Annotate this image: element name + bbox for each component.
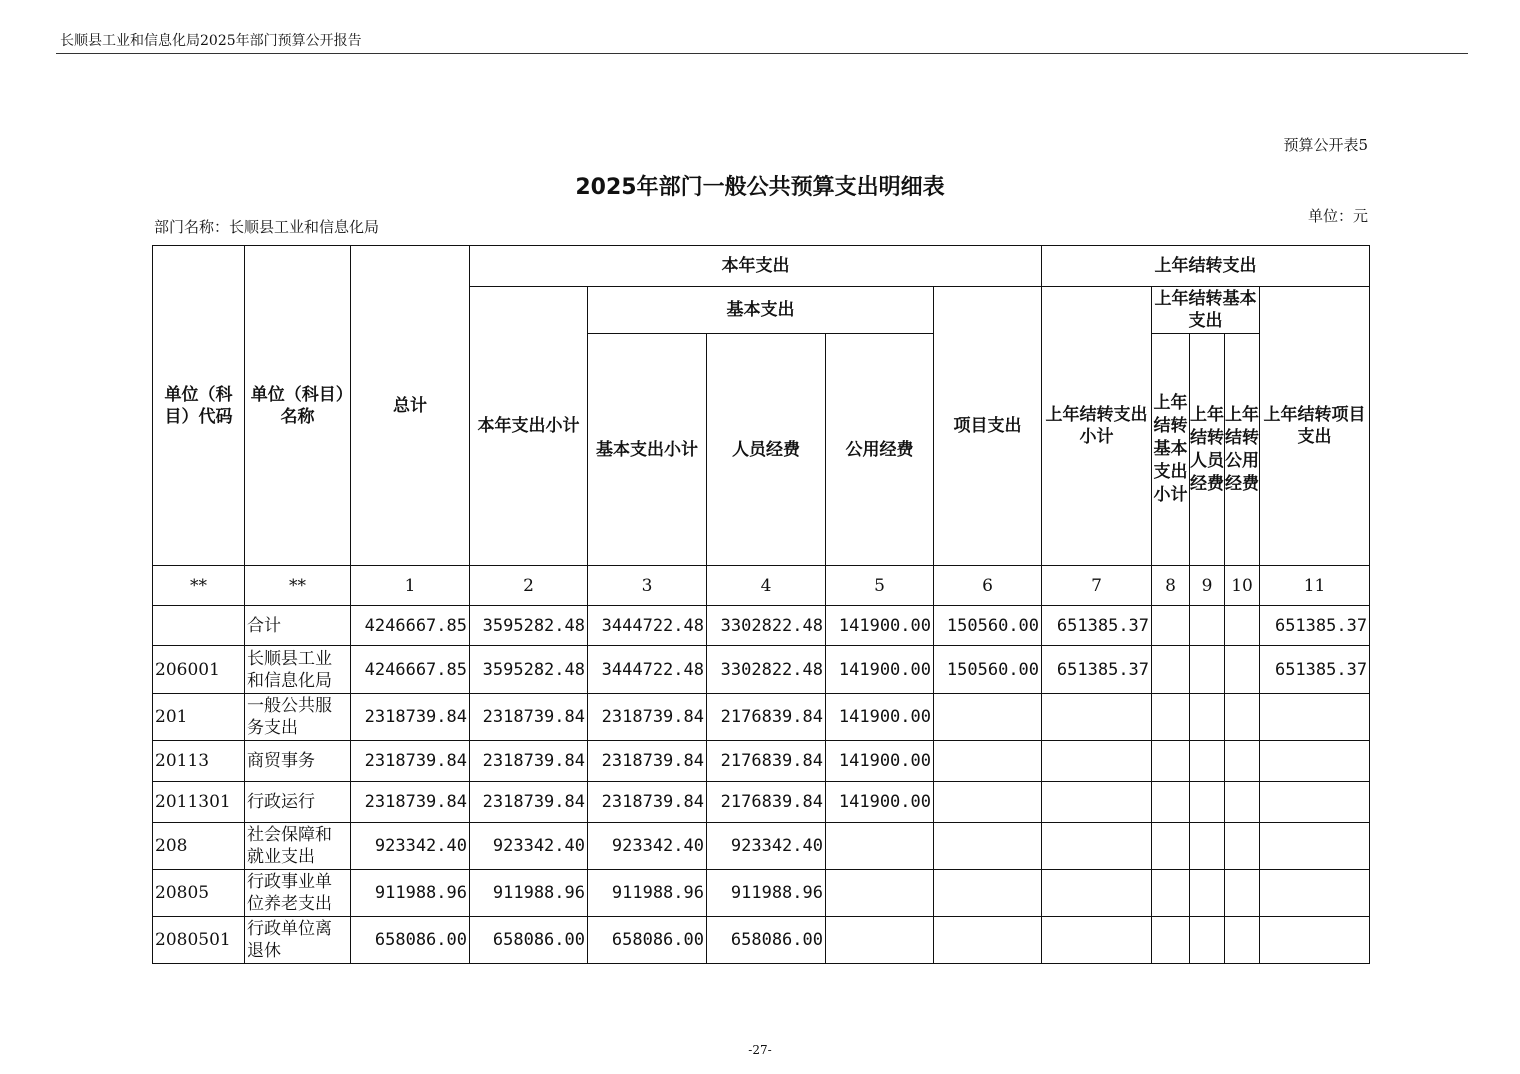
index-cell: 11	[1260, 566, 1370, 606]
header-unit-name: 单位（科目）名称	[245, 246, 351, 566]
index-cell: 4	[707, 566, 826, 606]
table-row	[153, 870, 1370, 917]
row-name: 社会保障和就业支出	[245, 823, 351, 870]
header-project: 项目支出	[934, 287, 1042, 566]
row-value-c11	[1260, 694, 1370, 741]
index-cell: 9	[1190, 566, 1225, 606]
row-value-c10	[1225, 782, 1260, 823]
table-row	[153, 782, 1370, 823]
row-value-c6	[934, 694, 1042, 741]
row-value-c11: 651385.37	[1260, 646, 1370, 694]
header-prior-basic: 上年结转基本支出	[1152, 287, 1260, 334]
row-value-c4: 2176839.84	[707, 741, 826, 782]
row-value-c11	[1260, 917, 1370, 964]
row-value-c3: 3444722.48	[588, 606, 707, 646]
row-value-c5: 141900.00	[826, 646, 934, 694]
row-value-c2: 911988.96	[470, 870, 588, 917]
row-value-c8	[1152, 694, 1190, 741]
row-value-c1: 923342.40	[351, 823, 470, 870]
index-cell: 3	[588, 566, 707, 606]
row-value-c1: 2318739.84	[351, 694, 470, 741]
row-value-c7	[1042, 782, 1152, 823]
row-value-c7	[1042, 823, 1152, 870]
row-value-c8	[1152, 823, 1190, 870]
row-value-c7	[1042, 870, 1152, 917]
table-row	[153, 917, 1370, 964]
row-value-c5	[826, 870, 934, 917]
row-name: 一般公共服务支出	[245, 694, 351, 741]
header-public: 公用经费	[826, 334, 934, 566]
row-name: 商贸事务	[245, 741, 351, 782]
row-value-c1: 2318739.84	[351, 782, 470, 823]
row-value-c5	[826, 917, 934, 964]
row-value-c2: 3595282.48	[470, 646, 588, 694]
row-value-c1: 4246667.85	[351, 646, 470, 694]
row-value-c3: 923342.40	[588, 823, 707, 870]
row-value-c5	[826, 823, 934, 870]
row-name: 行政运行	[245, 782, 351, 823]
header-prior-personnel: 上年结转人员经费	[1190, 334, 1225, 566]
row-value-c9	[1190, 694, 1225, 741]
row-value-c8	[1152, 870, 1190, 917]
table-number: 预算公开表5	[1283, 136, 1368, 154]
index-row	[153, 566, 1370, 606]
row-code: 20113	[153, 741, 245, 782]
row-value-c9	[1190, 917, 1225, 964]
row-value-c7	[1042, 917, 1152, 964]
row-code	[153, 606, 245, 646]
row-value-c4: 3302822.48	[707, 606, 826, 646]
row-value-c6: 150560.00	[934, 646, 1042, 694]
index-cell: 2	[470, 566, 588, 606]
row-value-c10	[1225, 823, 1260, 870]
row-code: 201	[153, 694, 245, 741]
unit-label: 单位：元	[1307, 207, 1368, 225]
row-value-c8	[1152, 646, 1190, 694]
row-value-c3: 3444722.48	[588, 646, 707, 694]
index-cell: 5	[826, 566, 934, 606]
row-value-c6	[934, 823, 1042, 870]
row-value-c7: 651385.37	[1042, 606, 1152, 646]
header-prior-basic-subtotal: 上年结转基本支出小计	[1152, 334, 1190, 566]
row-value-c9	[1190, 741, 1225, 782]
row-value-c11	[1260, 782, 1370, 823]
index-cell: **	[153, 566, 245, 606]
row-value-c11	[1260, 741, 1370, 782]
row-value-c4: 658086.00	[707, 917, 826, 964]
index-cell: 1	[351, 566, 470, 606]
header-rule	[56, 53, 1468, 54]
index-cell: 10	[1225, 566, 1260, 606]
row-value-c10	[1225, 646, 1260, 694]
page-number: -27-	[748, 1043, 772, 1057]
budget-table	[152, 245, 1370, 964]
row-name: 长顺县工业和信息化局	[245, 646, 351, 694]
row-value-c6	[934, 870, 1042, 917]
header-personnel: 人员经费	[707, 334, 826, 566]
row-value-c6	[934, 782, 1042, 823]
page-title: 2025年部门一般公共预算支出明细表	[575, 175, 945, 200]
row-value-c9	[1190, 606, 1225, 646]
department-label: 部门名称：长顺县工业和信息化局	[154, 218, 380, 236]
row-name: 合计	[245, 606, 351, 646]
row-value-c7	[1042, 694, 1152, 741]
header-unit-code: 单位（科目）代码	[153, 246, 245, 566]
row-value-c2: 658086.00	[470, 917, 588, 964]
table-row	[153, 694, 1370, 741]
row-value-c9	[1190, 782, 1225, 823]
row-value-c4: 3302822.48	[707, 646, 826, 694]
row-value-c10	[1225, 694, 1260, 741]
row-value-c11: 651385.37	[1260, 606, 1370, 646]
table-row	[153, 741, 1370, 782]
index-cell: 8	[1152, 566, 1190, 606]
row-value-c5: 141900.00	[826, 694, 934, 741]
row-value-c9	[1190, 646, 1225, 694]
row-value-c10	[1225, 606, 1260, 646]
index-cell: 7	[1042, 566, 1152, 606]
row-value-c3: 2318739.84	[588, 694, 707, 741]
header-prior-subtotal: 上年结转支出小计	[1042, 287, 1152, 566]
row-value-c5: 141900.00	[826, 606, 934, 646]
row-value-c5: 141900.00	[826, 741, 934, 782]
row-code: 2011301	[153, 782, 245, 823]
table-row	[153, 646, 1370, 694]
header-prior-year: 上年结转支出	[1042, 246, 1370, 287]
row-code: 20805	[153, 870, 245, 917]
row-value-c2: 923342.40	[470, 823, 588, 870]
row-value-c1: 2318739.84	[351, 741, 470, 782]
header-current-year: 本年支出	[470, 246, 1042, 287]
row-code: 208	[153, 823, 245, 870]
header-prior-project: 上年结转项目支出	[1260, 287, 1370, 566]
row-value-c1: 4246667.85	[351, 606, 470, 646]
header-total: 总计	[351, 246, 470, 566]
row-value-c2: 3595282.48	[470, 606, 588, 646]
row-value-c8	[1152, 606, 1190, 646]
row-value-c11	[1260, 870, 1370, 917]
row-value-c9	[1190, 870, 1225, 917]
row-name: 行政单位离退休	[245, 917, 351, 964]
row-value-c6	[934, 741, 1042, 782]
row-value-c7: 651385.37	[1042, 646, 1152, 694]
header-current-subtotal: 本年支出小计	[470, 287, 588, 566]
row-value-c7	[1042, 741, 1152, 782]
row-value-c6	[934, 917, 1042, 964]
header-basic-subtotal: 基本支出小计	[588, 334, 707, 566]
table-row	[153, 606, 1370, 646]
header-basic: 基本支出	[588, 287, 934, 334]
row-value-c11	[1260, 823, 1370, 870]
row-value-c8	[1152, 741, 1190, 782]
row-value-c8	[1152, 782, 1190, 823]
row-value-c2: 2318739.84	[470, 694, 588, 741]
page-header: 长顺县工业和信息化局2025年部门预算公开报告	[60, 33, 362, 49]
row-value-c1: 658086.00	[351, 917, 470, 964]
row-value-c4: 911988.96	[707, 870, 826, 917]
row-value-c2: 2318739.84	[470, 782, 588, 823]
row-name: 行政事业单位养老支出	[245, 870, 351, 917]
row-value-c4: 2176839.84	[707, 694, 826, 741]
row-value-c2: 2318739.84	[470, 741, 588, 782]
row-value-c6: 150560.00	[934, 606, 1042, 646]
row-value-c10	[1225, 741, 1260, 782]
row-value-c3: 911988.96	[588, 870, 707, 917]
row-code: 2080501	[153, 917, 245, 964]
row-value-c3: 2318739.84	[588, 782, 707, 823]
header-prior-public: 上年结转公用经费	[1225, 334, 1260, 566]
index-cell: 6	[934, 566, 1042, 606]
row-code: 206001	[153, 646, 245, 694]
row-value-c4: 2176839.84	[707, 782, 826, 823]
row-value-c5: 141900.00	[826, 782, 934, 823]
row-value-c10	[1225, 917, 1260, 964]
row-value-c4: 923342.40	[707, 823, 826, 870]
table-row	[153, 823, 1370, 870]
index-cell: **	[245, 566, 351, 606]
row-value-c3: 658086.00	[588, 917, 707, 964]
row-value-c3: 2318739.84	[588, 741, 707, 782]
row-value-c10	[1225, 870, 1260, 917]
row-value-c8	[1152, 917, 1190, 964]
row-value-c9	[1190, 823, 1225, 870]
row-value-c1: 911988.96	[351, 870, 470, 917]
